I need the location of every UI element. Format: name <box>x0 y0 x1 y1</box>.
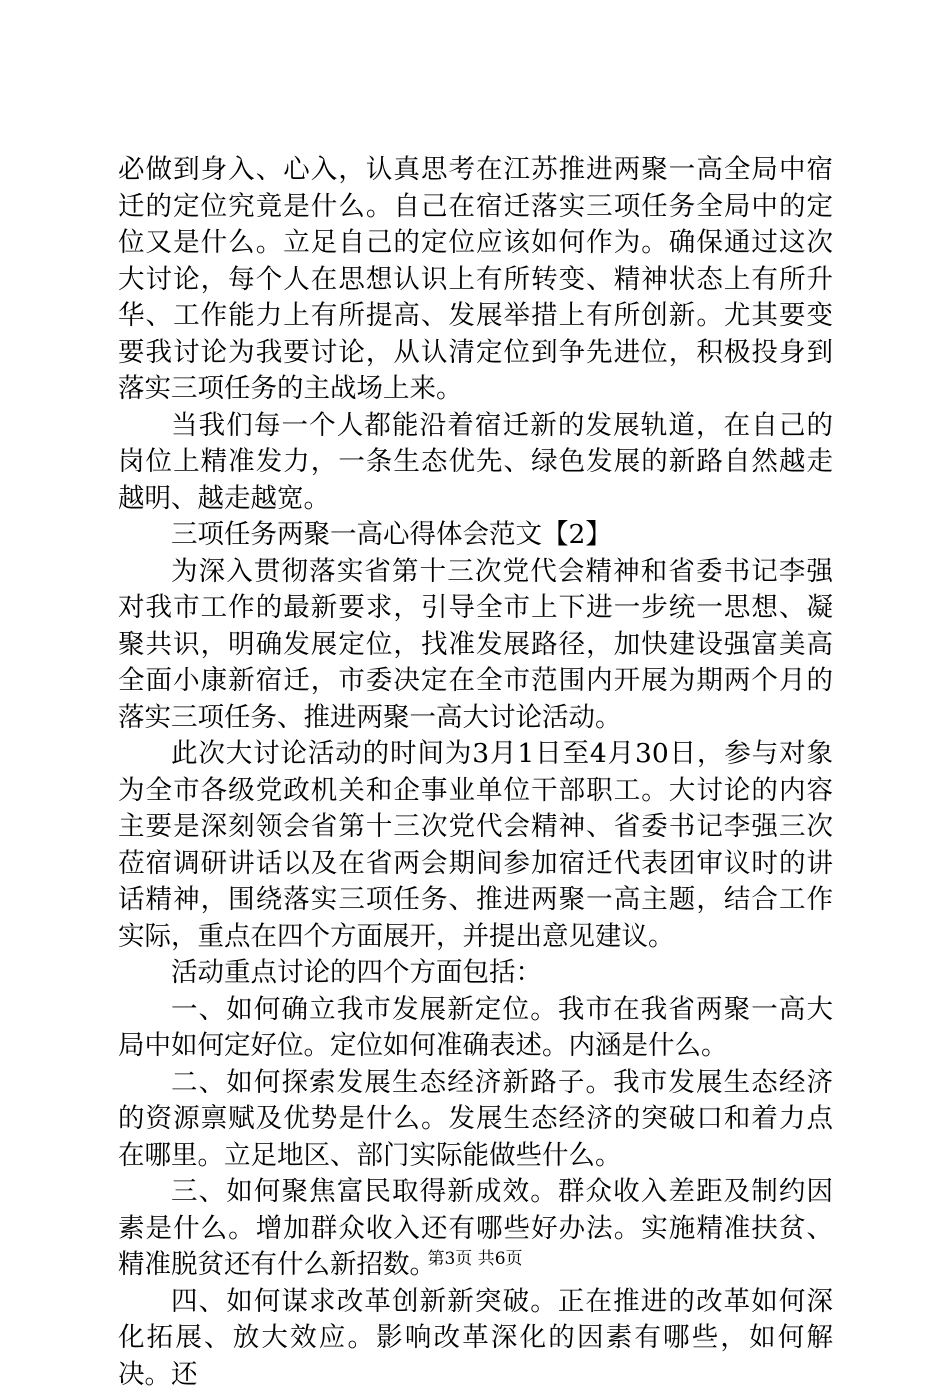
paragraph-4: 此次大讨论活动的时间为3月1日至4月30日，参与对象为全市各级党政机关和企事业单位干部职工。大讨论的内容主要是深刻领会省第十三次党代会精神、省委书记李强三次莅宿调研讲话以及在省两会期间参加宿迁代表团审议时的讲话精神，围绕落实三项任务、推进两聚一高主题，结合工作实际，重点在四个方面展开，并提出意见建议。 <box>118 736 833 955</box>
page-footer: 第3页 共6页 <box>0 1244 950 1269</box>
list-item-2: 二、如何探索发展生态经济新路子。我市发展生态经济的资源禀赋及优势是什么。发展生态经济的突破口和着力点在哪里。立足地区、部门实际能做些什么。 <box>118 1065 833 1175</box>
paragraph-1: 必做到身入、心入，认真思考在江苏推进两聚一高全局中宿迁的定位究竟是什么。自己在宿迁落实三项任务全局中的定位又是什么。立足自己的定位应该如何作为。确保通过这次大讨论，每个人在思想认识上有所转变、精神状态上有所升华、工作能力上有所提高、发展举措上有所创新。尤其要变要我讨论为我要讨论，从认清定位到争先进位，积极投身到落实三项任务的主战场上来。 <box>118 152 833 408</box>
paragraph-5: 活动重点讨论的四个方面包括： <box>118 955 833 992</box>
document-body <box>118 152 833 1393</box>
list-item-3: 三、如何聚焦富民取得新成效。群众收入差距及制约因素是什么。增加群众收入还有哪些好办法。实施精准扶贫、精准脱贫还有什么新招数。 <box>118 1174 833 1284</box>
paragraph-2: 当我们每一个人都能沿着宿迁新的发展轨道，在自己的岗位上精准发力，一条生态优先、绿色发展的新路自然越走越明、越走越宽。 <box>118 408 833 518</box>
list-item-1: 一、如何确立我市发展新定位。我市在我省两聚一高大局中如何定好位。定位如何准确表述。内涵是什么。 <box>118 992 833 1065</box>
list-item-4: 四、如何谋求改革创新新突破。正在推进的改革如何深化拓展、放大效应。影响改革深化的因素有哪些，如何解决。还 <box>118 1284 833 1393</box>
paragraph-3: 为深入贯彻落实省第十三次党代会精神和省委书记李强对我市工作的最新要求，引导全市上下进一步统一思想、凝聚共识，明确发展定位，找准发展路径，加快建设强富美高全面小康新宿迁，市委决定在全市范围内开展为期两个月的落实三项任务、推进两聚一高大讨论活动。 <box>118 554 833 737</box>
section-heading: 三项任务两聚一高心得体会范文【2】 <box>118 517 833 554</box>
